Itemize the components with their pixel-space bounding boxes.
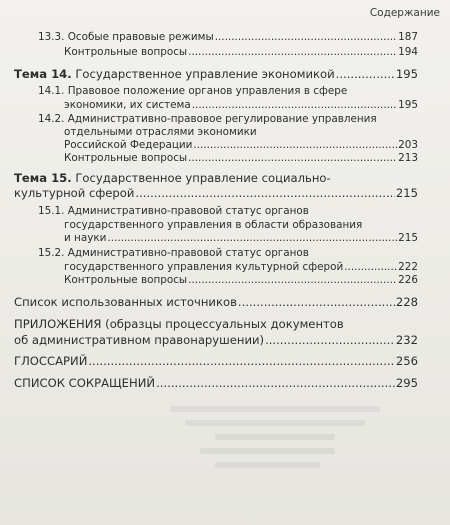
toc-entry-title: СПИСОК СОКРАЩЕНИЙ	[14, 376, 156, 390]
toc-topic-15-line1	[14, 171, 331, 185]
toc-appendix[interactable]	[14, 333, 418, 347]
toc-leader-dots	[188, 152, 397, 164]
toc-entry-15-2-line1: 15.2. Административно-правовой статус органов	[38, 247, 309, 259]
show-through-text	[110, 398, 410, 508]
toc-topic-15[interactable]	[14, 186, 418, 200]
toc-entry-15-2[interactable]	[64, 261, 418, 273]
toc-entry-13-questions[interactable]	[64, 46, 418, 58]
toc-page-number: 215	[398, 232, 418, 244]
toc-entry-title: об административном правонарушении)	[14, 333, 265, 347]
toc-entry-title: государственного управления культурной сферой	[64, 261, 344, 273]
toc-entry-title: и науки	[64, 232, 107, 244]
toc-page-number: 215	[395, 186, 418, 200]
topic-number: Тема 15.	[14, 171, 72, 185]
toc-topic-14[interactable]	[14, 67, 418, 81]
toc-entry-15-1[interactable]	[64, 232, 418, 244]
toc-page-number: 232	[395, 333, 418, 347]
toc-topic-heading	[14, 67, 335, 81]
toc-leader-dots	[107, 232, 397, 244]
running-header: Содержание	[369, 7, 440, 19]
toc-entry-title: 13.3. Особые правовые режимы	[38, 31, 214, 43]
toc-entry-15-1-line2: государственного управления в области образования	[64, 219, 363, 231]
toc-entry-14-2-line2: отдельными отраслями экономики	[64, 126, 257, 138]
toc-page-number: 195	[398, 99, 418, 111]
toc-leader-dots	[336, 67, 395, 81]
toc-page-number: 187	[398, 31, 418, 43]
toc-entry-13-3[interactable]	[38, 31, 418, 43]
toc-page-number: 295	[395, 376, 418, 390]
toc-leader-dots	[156, 376, 395, 390]
toc-page-number: 194	[398, 46, 418, 58]
toc-leader-dots	[192, 99, 397, 111]
toc-page-number: 226	[398, 274, 418, 286]
toc-entry-title: экономики, их система	[64, 99, 191, 111]
toc-leader-dots	[344, 261, 397, 273]
toc-leader-dots	[215, 31, 397, 43]
topic-number: Тема 14.	[14, 67, 72, 81]
topic-title: Государственное управление экономикой	[71, 67, 335, 81]
toc-page-number: 228	[395, 295, 418, 309]
topic-title: Государственное управление социально-	[71, 171, 331, 185]
toc-page-number: 256	[395, 354, 418, 368]
toc-sources[interactable]	[14, 295, 418, 309]
toc-leader-dots	[188, 274, 397, 286]
toc-entry-title: Контрольные вопросы	[64, 274, 188, 286]
toc-page-number: 203	[398, 139, 418, 151]
toc-page-number: 213	[398, 152, 418, 164]
toc-abbreviations[interactable]	[14, 376, 418, 390]
toc-entry-title: Контрольные вопросы	[64, 152, 188, 164]
toc-leader-dots	[188, 46, 397, 58]
toc-leader-dots	[135, 186, 394, 200]
toc-entry-14-questions[interactable]	[64, 152, 418, 164]
toc-entry-title: ГЛОССАРИЙ	[14, 354, 88, 368]
toc-entry-14-1-line1: 14.1. Правовое положение органов управления в сфере	[38, 85, 348, 97]
toc-leader-dots	[193, 139, 397, 151]
toc-appendix-line1: ПРИЛОЖЕНИЯ (образцы процессуальных документов	[14, 317, 344, 331]
toc-leader-dots	[238, 295, 395, 309]
toc-entry-15-1-line1: 15.1. Административно-правовой статус органов	[38, 205, 309, 217]
toc-leader-dots	[265, 333, 395, 347]
toc-entry-title: Контрольные вопросы	[64, 46, 188, 58]
toc-entry-15-questions[interactable]	[64, 274, 418, 286]
toc-page-number: 222	[398, 261, 418, 273]
toc-glossary[interactable]	[14, 354, 418, 368]
toc-entry-title: Российской Федерации	[64, 139, 193, 151]
toc-entry-14-2[interactable]	[64, 139, 418, 151]
toc-page-number: 195	[395, 67, 418, 81]
toc-entry-14-2-line1: 14.2. Административно-правовое регулирование управления	[38, 113, 377, 125]
toc-leader-dots	[88, 354, 394, 368]
toc-entry-title: Список использованных источников	[14, 295, 237, 309]
toc-entry-title: культурной сферой	[14, 186, 135, 200]
toc-entry-14-1[interactable]	[64, 99, 418, 111]
